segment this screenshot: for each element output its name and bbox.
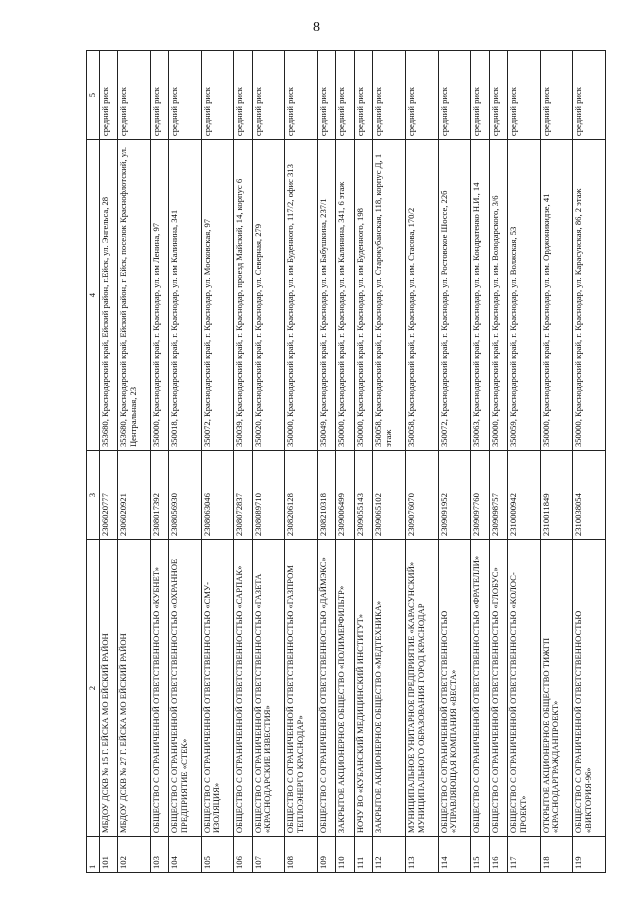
row-number-cell: 119 [573, 837, 606, 873]
address-cell: 350000, Краснодарский край, г. Краснодар, ул. им Ленина, 97 [150, 140, 168, 451]
header-col-5: 5 [87, 51, 100, 140]
table-row [438, 51, 471, 873]
org-name-cell: МБДОУ ДСКВ № 15 Г. ЕЙСКА МО ЕЙСКИЙ РАЙОН [99, 540, 117, 837]
address-cell: 350000, Краснодарский край, г. Краснодар, ул. им Буденного, 117/2, офис 313 [285, 140, 318, 451]
inn-cell: 2310011849 [540, 451, 573, 540]
address-cell: 350020, Краснодарский край, г. Краснодар, ул. Северная, 279 [252, 140, 285, 451]
inn-cell: 2309055143 [354, 451, 372, 540]
page-number: 8 [313, 20, 320, 35]
inn-cell: 2306020777 [99, 451, 117, 540]
address-cell: 350058, Краснодарский край, г. Краснодар, ул. им. Стасова, 170/2 [406, 140, 439, 451]
row-number-cell: 106 [234, 837, 252, 873]
inn-cell: 2308056930 [169, 451, 202, 540]
org-name-cell: ОБЩЕСТВО С ОГРАНИЧЕННОЙ ОТВЕТСТВЕННОСТЬЮ «КОЛОС-ПРОЕКТ» [508, 540, 541, 837]
address-cell: 350000, Краснодарский край, г. Краснодар, ул. им. Орджоникидзе, 41 [540, 140, 573, 451]
org-name-cell: ОТКРЫТОЕ АКЦИОНЕРНОЕ ОБЩЕСТВО ТИЖГП «КРАСНОДАРГРАЖДАНПРОЕКТ» [540, 540, 573, 837]
row-number-cell: 101 [99, 837, 117, 873]
row-number-cell: 115 [471, 837, 489, 873]
org-name-cell: ОБЩЕСТВО С ОГРАНИЧЕННОЙ ОТВЕТСТВЕННОСТЬЮ «ВИКТОРИЯ-96» [573, 540, 606, 837]
table-row [317, 51, 335, 873]
risk-cell: средний риск [508, 51, 541, 140]
risk-cell: средний риск [354, 51, 372, 140]
table-row [99, 51, 117, 873]
inn-cell: 2309091952 [438, 451, 471, 540]
risk-cell: средний риск [317, 51, 335, 140]
org-name-cell: ОБЩЕСТВО С ОГРАНИЧЕННОЙ ОТВЕТСТВЕННОСТЬЮ «УПРАВЛЯЮЩАЯ КОМПАНИЯ «ВЕСТА» [438, 540, 471, 837]
row-number-cell: 112 [373, 837, 406, 873]
inn-cell: 2310000942 [508, 451, 541, 540]
risk-cell: средний риск [489, 51, 507, 140]
inn-cell: 2310038054 [573, 451, 606, 540]
org-name-cell: ОБЩЕСТВО С ОГРАНИЧЕННОЙ ОТВЕТСТВЕННОСТЬЮ «КУБНЕТ» [150, 540, 168, 837]
inn-cell: 2306020921 [118, 451, 151, 540]
row-number-cell: 104 [169, 837, 202, 873]
risk-cell: средний риск [540, 51, 573, 140]
row-number-cell: 110 [336, 837, 354, 873]
org-name-cell: ОБЩЕСТВО С ОГРАНИЧЕННОЙ ОТВЕТСТВЕННОСТЬЮ «ГАЗПРОМ ТЕПЛОЭНЕРГО КРАСНОДАР» [285, 540, 318, 837]
risk-cell: средний риск [373, 51, 406, 140]
org-name-cell: ОБЩЕСТВО С ОГРАНИЧЕННОЙ ОТВЕТСТВЕННОСТЬЮ «СМУ-ИЗОЛЯЦИЯ» [201, 540, 234, 837]
risk-cell: средний риск [169, 51, 202, 140]
rotated-table-container [86, 50, 606, 873]
row-number-cell: 108 [285, 837, 318, 873]
inn-cell: 2309065102 [373, 451, 406, 540]
table-row [336, 51, 354, 873]
row-number-cell: 116 [489, 837, 507, 873]
risk-cell: средний риск [336, 51, 354, 140]
table-row [234, 51, 252, 873]
row-number-cell: 113 [406, 837, 439, 873]
risk-cell: средний риск [150, 51, 168, 140]
inn-cell: 2308206128 [285, 451, 318, 540]
risk-cell: средний риск [252, 51, 285, 140]
risk-cell: средний риск [201, 51, 234, 140]
table-row [285, 51, 318, 873]
risk-cell: средний риск [285, 51, 318, 140]
address-cell: 350000, Краснодарский край, г. Краснодар, ул. Карасунская, 86, 2 этаж [573, 140, 606, 451]
address-cell: 350058, Краснодарский край, г. Краснодар, ул. Старокубанская, 118, корпус Д, 1 этаж [373, 140, 406, 451]
inn-cell: 2309076070 [406, 451, 439, 540]
risk-cell: средний риск [406, 51, 439, 140]
address-cell: 350063, Краснодарский край, г. Краснодар, ул. им. Кондратенко Н.И., 14 [471, 140, 489, 451]
row-number-cell: 111 [354, 837, 372, 873]
risk-cell: средний риск [471, 51, 489, 140]
table-row [201, 51, 234, 873]
row-number-cell: 105 [201, 837, 234, 873]
org-name-cell: ОБЩЕСТВО С ОГРАНИЧЕННОЙ ОТВЕТСТВЕННОСТЬЮ «ОХРАННОЕ ПРЕДПРИЯТИЕ «СТЕК» [169, 540, 202, 837]
header-col-4: 4 [87, 140, 100, 451]
registry-table [86, 50, 606, 873]
address-cell: 353680, Краснодарский край, Ейский район, г Ейск, поселок Краснофлотский, ул. Центральная, 23 [118, 140, 151, 451]
table-row [573, 51, 606, 873]
header-col-2: 2 [87, 540, 100, 837]
header-col-1: 1 [87, 837, 100, 873]
table-row [540, 51, 573, 873]
row-number-cell: 109 [317, 837, 335, 873]
row-number-cell: 103 [150, 837, 168, 873]
row-number-cell: 118 [540, 837, 573, 873]
inn-cell: 2309006499 [336, 451, 354, 540]
table-row [354, 51, 372, 873]
org-name-cell: ОБЩЕСТВО С ОГРАНИЧЕННОЙ ОТВЕТСТВЕННОСТЬЮ «ДАЙМЭКС» [317, 540, 335, 837]
address-cell: 350000, Краснодарский край, г. Краснодар, ул. им Буденного, 198 [354, 140, 372, 451]
table-row [406, 51, 439, 873]
table-row [169, 51, 202, 873]
address-cell: 350000, Краснодарский край, г. Краснодар, ул. им Калинина, 341, 6 этаж [336, 140, 354, 451]
address-cell: 350049, Краснодарский край, г. Краснодар, ул. им Бабушкина, 237/1 [317, 140, 335, 451]
table-row [471, 51, 489, 873]
table-row [508, 51, 541, 873]
inn-cell: 2309097760 [471, 451, 489, 540]
address-cell: 350039, Краснодарский край, г. Краснодар, проезд Майский, 14, корпус 6 [234, 140, 252, 451]
org-name-cell: ОБЩЕСТВО С ОГРАНИЧЕННОЙ ОТВЕТСТВЕННОСТЬЮ «ГЛОБУС» [489, 540, 507, 837]
inn-cell: 2309098757 [489, 451, 507, 540]
address-cell: 350059, Краснодарский край, г. Краснодар, ул. Волжская, 53 [508, 140, 541, 451]
address-cell: 350000, Краснодарский край, г. Краснодар, ул. им. Володарского, 3/6 [489, 140, 507, 451]
table-header-row [87, 51, 100, 873]
table-row [150, 51, 168, 873]
header-col-3: 3 [87, 451, 100, 540]
risk-cell: средний риск [573, 51, 606, 140]
table-body [99, 51, 605, 873]
org-name-cell: ОБЩЕСТВО С ОГРАНИЧЕННОЙ ОТВЕТСТВЕННОСТЬЮ «ФРАТЕЛЛИ» [471, 540, 489, 837]
inn-cell: 2308017392 [150, 451, 168, 540]
table-row [489, 51, 507, 873]
row-number-cell: 107 [252, 837, 285, 873]
inn-cell: 2308210318 [317, 451, 335, 540]
address-cell: 353680, Краснодарский край, Ейский район, г.Ейск, ул. Энгельса, 28 [99, 140, 117, 451]
inn-cell: 2308089710 [252, 451, 285, 540]
risk-cell: средний риск [438, 51, 471, 140]
risk-cell: средний риск [99, 51, 117, 140]
address-cell: 350072, Краснодарский край, г. Краснодар, ул. Московская, 97 [201, 140, 234, 451]
row-number-cell: 114 [438, 837, 471, 873]
risk-cell: средний риск [234, 51, 252, 140]
row-number-cell: 102 [118, 837, 151, 873]
org-name-cell: МБДОУ ДСКВ № 27 Г. ЕЙСКА МО ЕЙСКИЙ РАЙОН [118, 540, 151, 837]
row-number-cell: 117 [508, 837, 541, 873]
table-row [373, 51, 406, 873]
org-name-cell: ЗАКРЫТОЕ АКЦИОНЕРНОЕ ОБЩЕСТВО «ПОЛИМЕРФИЛЬТР» [336, 540, 354, 837]
org-name-cell: НОЧУ ВО «КУБАНСКИЙ МЕДИЦИНСКИЙ ИНСТИТУТ» [354, 540, 372, 837]
risk-cell: средний риск [118, 51, 151, 140]
table-row [118, 51, 151, 873]
org-name-cell: МУНИЦИПАЛЬНОЕ УНИТАРНОЕ ПРЕДПРИЯТИЕ «КАРАСУНСКИЙ» МУНИЦИПАЛЬНОГО ОБРАЗОВАНИЯ ГОРОД КРАСНОДАР [406, 540, 439, 837]
inn-cell: 2308072837 [234, 451, 252, 540]
org-name-cell: ЗАКРЫТОЕ АКЦИОНЕРНОЕ ОБЩЕСТВО «МЕДТЕХНИКА» [373, 540, 406, 837]
inn-cell: 2308063046 [201, 451, 234, 540]
address-cell: 350018, Краснодарский край, г. Краснодар, ул. им Калинина, 341 [169, 140, 202, 451]
org-name-cell: ОБЩЕСТВО С ОГРАНИЧЕННОЙ ОТВЕТСТВЕННОСТЬЮ «САРПАК» [234, 540, 252, 837]
table-row [252, 51, 285, 873]
org-name-cell: ОБЩЕСТВО С ОГРАНИЧЕННОЙ ОТВЕТСТВЕННОСТЬЮ «ГАЗЕТА «КРАСНОДАРСКИЕ ИЗВЕСТИЯ» [252, 540, 285, 837]
address-cell: 350072, Краснодарский край, г. Краснодар, ул. Ростовское Шоссе, 22б [438, 140, 471, 451]
